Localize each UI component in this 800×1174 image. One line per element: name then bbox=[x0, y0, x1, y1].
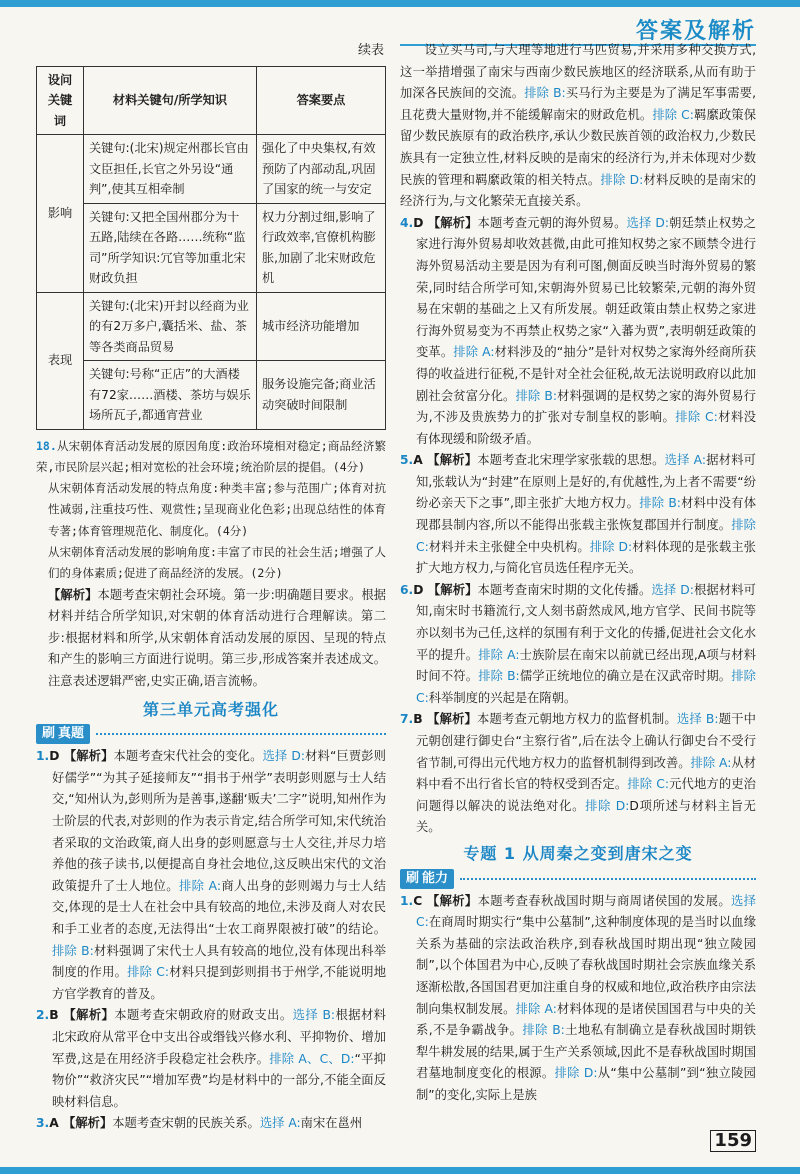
option-marker: 排除 C: bbox=[675, 410, 718, 425]
zhenti-label: 刷 真题 bbox=[36, 724, 90, 744]
group-label: 影响 bbox=[37, 135, 84, 293]
answer-line: 18.从宋朝体育活动发展的原因角度:政治环境相对稳定;商品经济繁荣,市民阶层兴起;相对宽松的社会环境;统治阶层的提倡。(4分) bbox=[36, 438, 386, 474]
answer-text: 根据材料可知,南宋时书籍流行,文人刻书蔚然成风,地方官学、民间书院等亦以刻书为己任,这样的氛围有利于文化的传播,促进社会文化水平的提升。 bbox=[416, 582, 756, 662]
answer-text: 本题考查宋朝政府的财政支出。 bbox=[114, 1008, 293, 1023]
analysis-tag: 【解析】 bbox=[427, 453, 478, 468]
answer-letter: C bbox=[413, 893, 427, 908]
option-marker: 选择 B: bbox=[676, 712, 719, 727]
option-marker: 排除 C: bbox=[127, 965, 170, 980]
answer-text: 本题考查南宋时期的文化传播。 bbox=[477, 582, 652, 597]
continued-answer bbox=[400, 40, 756, 213]
answer-letter: A bbox=[49, 1116, 64, 1131]
analysis-tag: 【解析】 bbox=[63, 749, 114, 764]
option-marker: 选择 D: bbox=[651, 582, 694, 597]
option-marker: 排除 A: bbox=[690, 755, 732, 770]
brush-icon: 刷 bbox=[42, 726, 56, 742]
answer-text: 商人出身的彭则竭力与士人结交,体现的是士人在社会中具有较高的地位,未涉及商人对农民和手工业者的态度,无法得出“士农工商界限被打破”的结论。 bbox=[52, 878, 386, 936]
brush-icon: 刷 bbox=[406, 870, 420, 886]
answer-item bbox=[400, 891, 756, 1107]
answer-text: 元代地方的吏治问题得以解决的说法绝对化。 bbox=[416, 777, 756, 813]
topic-title: 专题 1 从周秦之变到唐宋之变 bbox=[463, 843, 693, 863]
answer-letter: B bbox=[49, 1008, 64, 1023]
answer-text: 本题考查宋朝的民族关系。 bbox=[112, 1116, 260, 1131]
answer-item bbox=[36, 1113, 386, 1135]
answer-text: 儒学正统地位的确立是在汉武帝时期。 bbox=[519, 669, 732, 684]
nengli-label-row bbox=[400, 869, 756, 889]
question-number: 6. bbox=[400, 582, 414, 597]
bottom-color-bar bbox=[0, 1167, 800, 1174]
dotted-divider bbox=[460, 878, 756, 880]
analysis-tag: 【解析】 bbox=[427, 215, 478, 230]
q18-analysis: 【解析】本题考查宋朝社会环境。第一步:明确题目要求。根据材料并结合所学知识,对宋朝的体育活动进行合理解读。第二步:根据材料和所学,从宋朝体育活动发展的原因、呈现的特点和产生的影响三方面进行说明。第三步,形成答案并表述成文。注意表述逻辑严密,史实正确,语言流畅。 bbox=[48, 587, 386, 689]
answer-text: 材料并未主张健全中央机构。 bbox=[428, 539, 590, 554]
option-marker: 选择 A: bbox=[664, 453, 707, 468]
page-header-title: 答案及解析 bbox=[635, 19, 756, 44]
option-marker: 选择 A: bbox=[259, 1116, 301, 1131]
question-number: 5. bbox=[400, 453, 414, 468]
answer-item bbox=[400, 450, 756, 580]
answer-item bbox=[36, 746, 386, 1005]
answer-text: 材料只提到彭则捐书于州学,不能说明地方官学教育的普及。 bbox=[52, 965, 386, 1001]
answer-text: 材料体现的是张载主张扩大地方权力,与简化官员选任程序无关。 bbox=[416, 539, 756, 576]
answer-text: 题干中元朝创建行御史台“主察行省”,后在法令上确认行御史台不受行省节制,可得出元代地方权力的监督机制得到改善。 bbox=[416, 712, 756, 770]
answer-text: 本题考查北宋理学家张载的思想。 bbox=[477, 453, 665, 468]
question-number: 2. bbox=[36, 1008, 50, 1023]
answer-text: 朝廷禁止权势之家进行海外贸易却收效甚微,由此可推知权势之家不顾禁令进行海外贸易活动主要是因为有利可图,侧面反映当时海外贸易的繁荣,同时结合所学可知,宋朝海外贸易已比较繁荣,元朝的海外贸易在宋朝的基础之上又有所发展。朝廷政策由禁止权势之家进行海外贸易变为不再禁止权势之家“入蕃为贾”,表明朝廷政策的变革。 bbox=[416, 215, 756, 360]
table-header: 材料关键句/所学知识 bbox=[84, 66, 257, 135]
option-marker: 排除 A: bbox=[515, 1001, 557, 1016]
option-marker: 选择 D: bbox=[262, 749, 305, 764]
answer-letter: D bbox=[49, 749, 64, 764]
question-number: 3. bbox=[36, 1116, 50, 1131]
option-marker: 选择 D: bbox=[626, 215, 670, 230]
answer-text: 在商周时期实行“集中公墓制”,这种制度体现的是当时以血缘关系为基础的宗法政治秩序,到春秋战国时期出现“独立陵园制”,以个体国君为中心,反映了春秋战国时期社会宗族血缘关系逐渐松散,各国国君更加注重自身的权威和地位,政治秩序由宗法制向集权制发展。 bbox=[416, 915, 756, 1016]
table-row bbox=[37, 292, 386, 361]
table-cell: 城市经济功能增加 bbox=[257, 292, 386, 361]
answer-text: 从“集中公墓制”到“独立陵园制”的变化,实际上是族 bbox=[416, 1066, 756, 1102]
analysis-tag: 【解析】 bbox=[427, 582, 478, 597]
option-marker: 排除 B: bbox=[515, 388, 557, 403]
answer-text: “平抑物价”“救济灾民”“增加军费”均是材料中的一部分,不能全面反映材料信息。 bbox=[52, 1051, 386, 1109]
answer-text: 据材料可知,张载认为“封建”在原则上是好的,有优越性,为上者不需要“纷纷必亲天下之事”,即主张扩大地方权力。 bbox=[416, 453, 756, 511]
answer-text: 土地私有制确立是春秋战国时期铁犁牛耕发展的结果,属于生产关系领域,因此不是春秋战国时期国君墓地制度变化的根源。 bbox=[416, 1023, 756, 1081]
answer-text: 从材料中看不出行省长官的特权受到否定。 bbox=[416, 755, 756, 792]
q18-answer bbox=[36, 436, 386, 585]
answer-text: 材料没有体现缓和阶级矛盾。 bbox=[416, 410, 756, 446]
option-marker: 排除 B: bbox=[639, 496, 681, 511]
analysis-tag: 【解析】 bbox=[63, 1116, 113, 1131]
group-label: 表现 bbox=[37, 292, 84, 429]
option-marker: 排除 C: bbox=[652, 107, 694, 122]
answer-text: 本题考查元朝的海外贸易。 bbox=[477, 215, 627, 230]
question-number: 7. bbox=[400, 712, 414, 727]
question-number: 1. bbox=[36, 749, 50, 764]
table-row bbox=[37, 135, 386, 204]
answer-text: 本题考查春秋战国时期与商周诸侯国的发展。 bbox=[477, 893, 731, 908]
section-title: 第三单元高考强化 bbox=[142, 699, 279, 719]
option-marker: 选择 C: bbox=[416, 893, 756, 930]
analysis-tag: 【解析】 bbox=[63, 1008, 115, 1023]
table-row bbox=[37, 203, 386, 292]
left-answer-list bbox=[36, 746, 386, 1135]
zhenti-label-row bbox=[36, 724, 386, 744]
answer-text: D项所述与材料主旨无关。 bbox=[416, 798, 756, 835]
dotted-divider bbox=[96, 733, 386, 735]
answer-item bbox=[400, 580, 756, 710]
table-header: 设问关键词 bbox=[37, 66, 84, 135]
option-marker: 排除 C: bbox=[416, 518, 756, 554]
answer-text: 材料中没有体现郡县制内容,所以不能得出张载主张恢复郡国并行制度。 bbox=[416, 496, 756, 533]
answer-text: 材料强调了宋代士人具有较高的地位,没有体现出科举制度的作用。 bbox=[52, 943, 386, 980]
option-marker: 排除 D: bbox=[554, 1066, 598, 1081]
answer-letter: D bbox=[413, 582, 428, 597]
table-cell: 强化了中央集权,有效预防了内部动乱,巩固了国家的统一与安定 bbox=[257, 135, 386, 204]
answer-text: 材料涉及的“抽分”是针对权势之家海外经商所获得的收益进行征税,不是针对全社会征税,故无法说明政府以此加剧社会贫富分化。 bbox=[416, 345, 756, 403]
answer-text: 南宋在邕州 bbox=[300, 1116, 363, 1131]
option-marker: 排除 C: bbox=[416, 669, 756, 705]
table-cell: 权力分割过细,影响了行政效率,官僚机构膨胀,加剧了北宋财政危机 bbox=[257, 203, 386, 292]
table-continued-label: 续表 bbox=[357, 43, 384, 58]
option-marker: 排除 D: bbox=[585, 798, 630, 813]
left-column bbox=[36, 40, 386, 1135]
option-marker: 选择 B: bbox=[292, 1008, 336, 1023]
answer-table bbox=[36, 66, 386, 430]
question-number: 1. bbox=[400, 893, 414, 908]
answer-line: 从宋朝体育活动发展的影响角度:丰富了市民的社会生活;增强了人们的身体素质;促进了商品经济的发展。(2分) bbox=[48, 545, 386, 581]
answer-letter: A bbox=[413, 453, 428, 468]
answer-text: 本题考查宋代社会的变化。 bbox=[113, 749, 263, 764]
question-number: 4. bbox=[400, 215, 414, 230]
answer-text: 本题考查元朝地方权力的监督机制。 bbox=[477, 712, 677, 727]
option-marker: 排除 A: bbox=[453, 345, 495, 360]
answer-text: 设立买马司,与大理等地进行马匹贸易,并采用多种交换方式,这一举措增强了南宋与西南少数民族地区的经济联系,从而有助于加深各民族间的交流。 bbox=[400, 43, 756, 101]
answer-letter: B bbox=[413, 712, 428, 727]
table-header: 答案要点 bbox=[257, 66, 386, 135]
table-cell: 服务设施完备;商业活动突破时间限制 bbox=[257, 361, 386, 430]
answer-text: 羁縻政策保留少数民族原有的政治秩序,承认少数民族首领的政治权力,少数民族具有一定独立性,材料反映的是南宋的经济行为,并未体现对少数民族的管理和羁縻政策的相关特点。 bbox=[400, 107, 756, 187]
table-cell: 关键句:又把全国州郡分为十五路,陆续在各路……统称“监司”所学知识:冗官等加重北宋财政负担 bbox=[84, 203, 257, 292]
option-marker: 排除 B: bbox=[522, 1023, 565, 1038]
answer-text: 材料反映的是南宋的经济行为,与文化繁荣无直接关系。 bbox=[400, 172, 756, 209]
nengli-label: 刷 能力 bbox=[400, 869, 454, 889]
answer-text: 科举制度的兴起是在隋朝。 bbox=[428, 690, 577, 705]
page-number: 159 bbox=[710, 1130, 756, 1152]
answer-item bbox=[400, 213, 756, 451]
answer-text: 士族阶层在南宋以前就已经出现,A项与材料时间不符。 bbox=[416, 647, 757, 684]
answer-text: 买马行为主要是为了满足军事需要,且花费大量财物,并不能缓解南宋的财政危机。 bbox=[400, 86, 756, 122]
option-marker: 排除 A: bbox=[178, 878, 221, 893]
question-number: 18. bbox=[36, 438, 57, 453]
option-marker: 排除 A、C、D: bbox=[269, 1051, 355, 1066]
table-cell: 关键句:号称“正店”的大酒楼有72家……酒楼、茶坊与娱乐场所瓦子,都通宵营业 bbox=[84, 361, 257, 430]
answer-line: 从宋朝体育活动发展的特点角度:种类丰富;参与范围广;体育对抗性减弱,注重技巧性、观赏性;呈现商业化色彩;出现总结性的体育专著;体育管理规范化、制度化。(4分) bbox=[48, 481, 386, 538]
table-row bbox=[37, 361, 386, 430]
table-cell: 关键句:(北宋)开封以经商为业的有2万多户,囊括米、盐、茶等各类商品贸易 bbox=[84, 292, 257, 361]
answer-letter: D bbox=[413, 215, 428, 230]
option-marker: 排除 D: bbox=[600, 172, 644, 187]
table-header-row bbox=[37, 66, 386, 135]
right-column bbox=[400, 40, 756, 1107]
answer-text: 材料强调的是权势之家的海外贸易行为,不涉及贵族势力的扩张对专制皇权的影响。 bbox=[416, 388, 756, 425]
option-marker: 排除 D: bbox=[589, 539, 633, 554]
option-marker: 排除 B: bbox=[524, 86, 566, 101]
top-color-bar bbox=[0, 0, 800, 7]
analysis-tag: 【解析】 bbox=[426, 893, 478, 908]
topic-answer-list bbox=[400, 891, 756, 1107]
table-cell: 关键句:(北宋)规定州郡长官由文臣担任,长官之外另设“通判”,使其互相牵制 bbox=[84, 135, 257, 204]
option-marker: 排除 A: bbox=[478, 647, 520, 662]
answer-item bbox=[36, 1005, 386, 1113]
right-answer-list bbox=[400, 213, 756, 839]
analysis-tag: 【解析】 bbox=[427, 712, 478, 727]
answer-item bbox=[400, 709, 756, 839]
option-marker: 排除 C: bbox=[627, 777, 669, 792]
answer-text: 材料体现的是诸侯国国君与中央的关系,不是争霸战争。 bbox=[416, 1001, 756, 1038]
option-marker: 排除 B: bbox=[478, 669, 520, 684]
answer-text: 材料“巨贾彭则好儒学”“为其子延接师友”“捐书于州学”表明彭则愿与士人结交,“知州认为,彭则所为是善事,遂翻‘贩夫’二字”说明,知州作为士阶层的代表,对彭则的作为表示肯定,结合所学可知,宋代统治者采取的文治政策,商人出身的彭则愿意与士人交往,并尽力培养他的孩子读书,以便提高自身社会地位,这反映出宋代的文治政策提升了士人地位。 bbox=[52, 749, 386, 893]
answer-text: 根据材料北宋政府从常平仓中支出谷或缗钱兴修水利、平抑物价、增加军费,这是在用经济手段稳定社会秩序。 bbox=[52, 1008, 386, 1066]
option-marker: 排除 B: bbox=[52, 943, 94, 958]
